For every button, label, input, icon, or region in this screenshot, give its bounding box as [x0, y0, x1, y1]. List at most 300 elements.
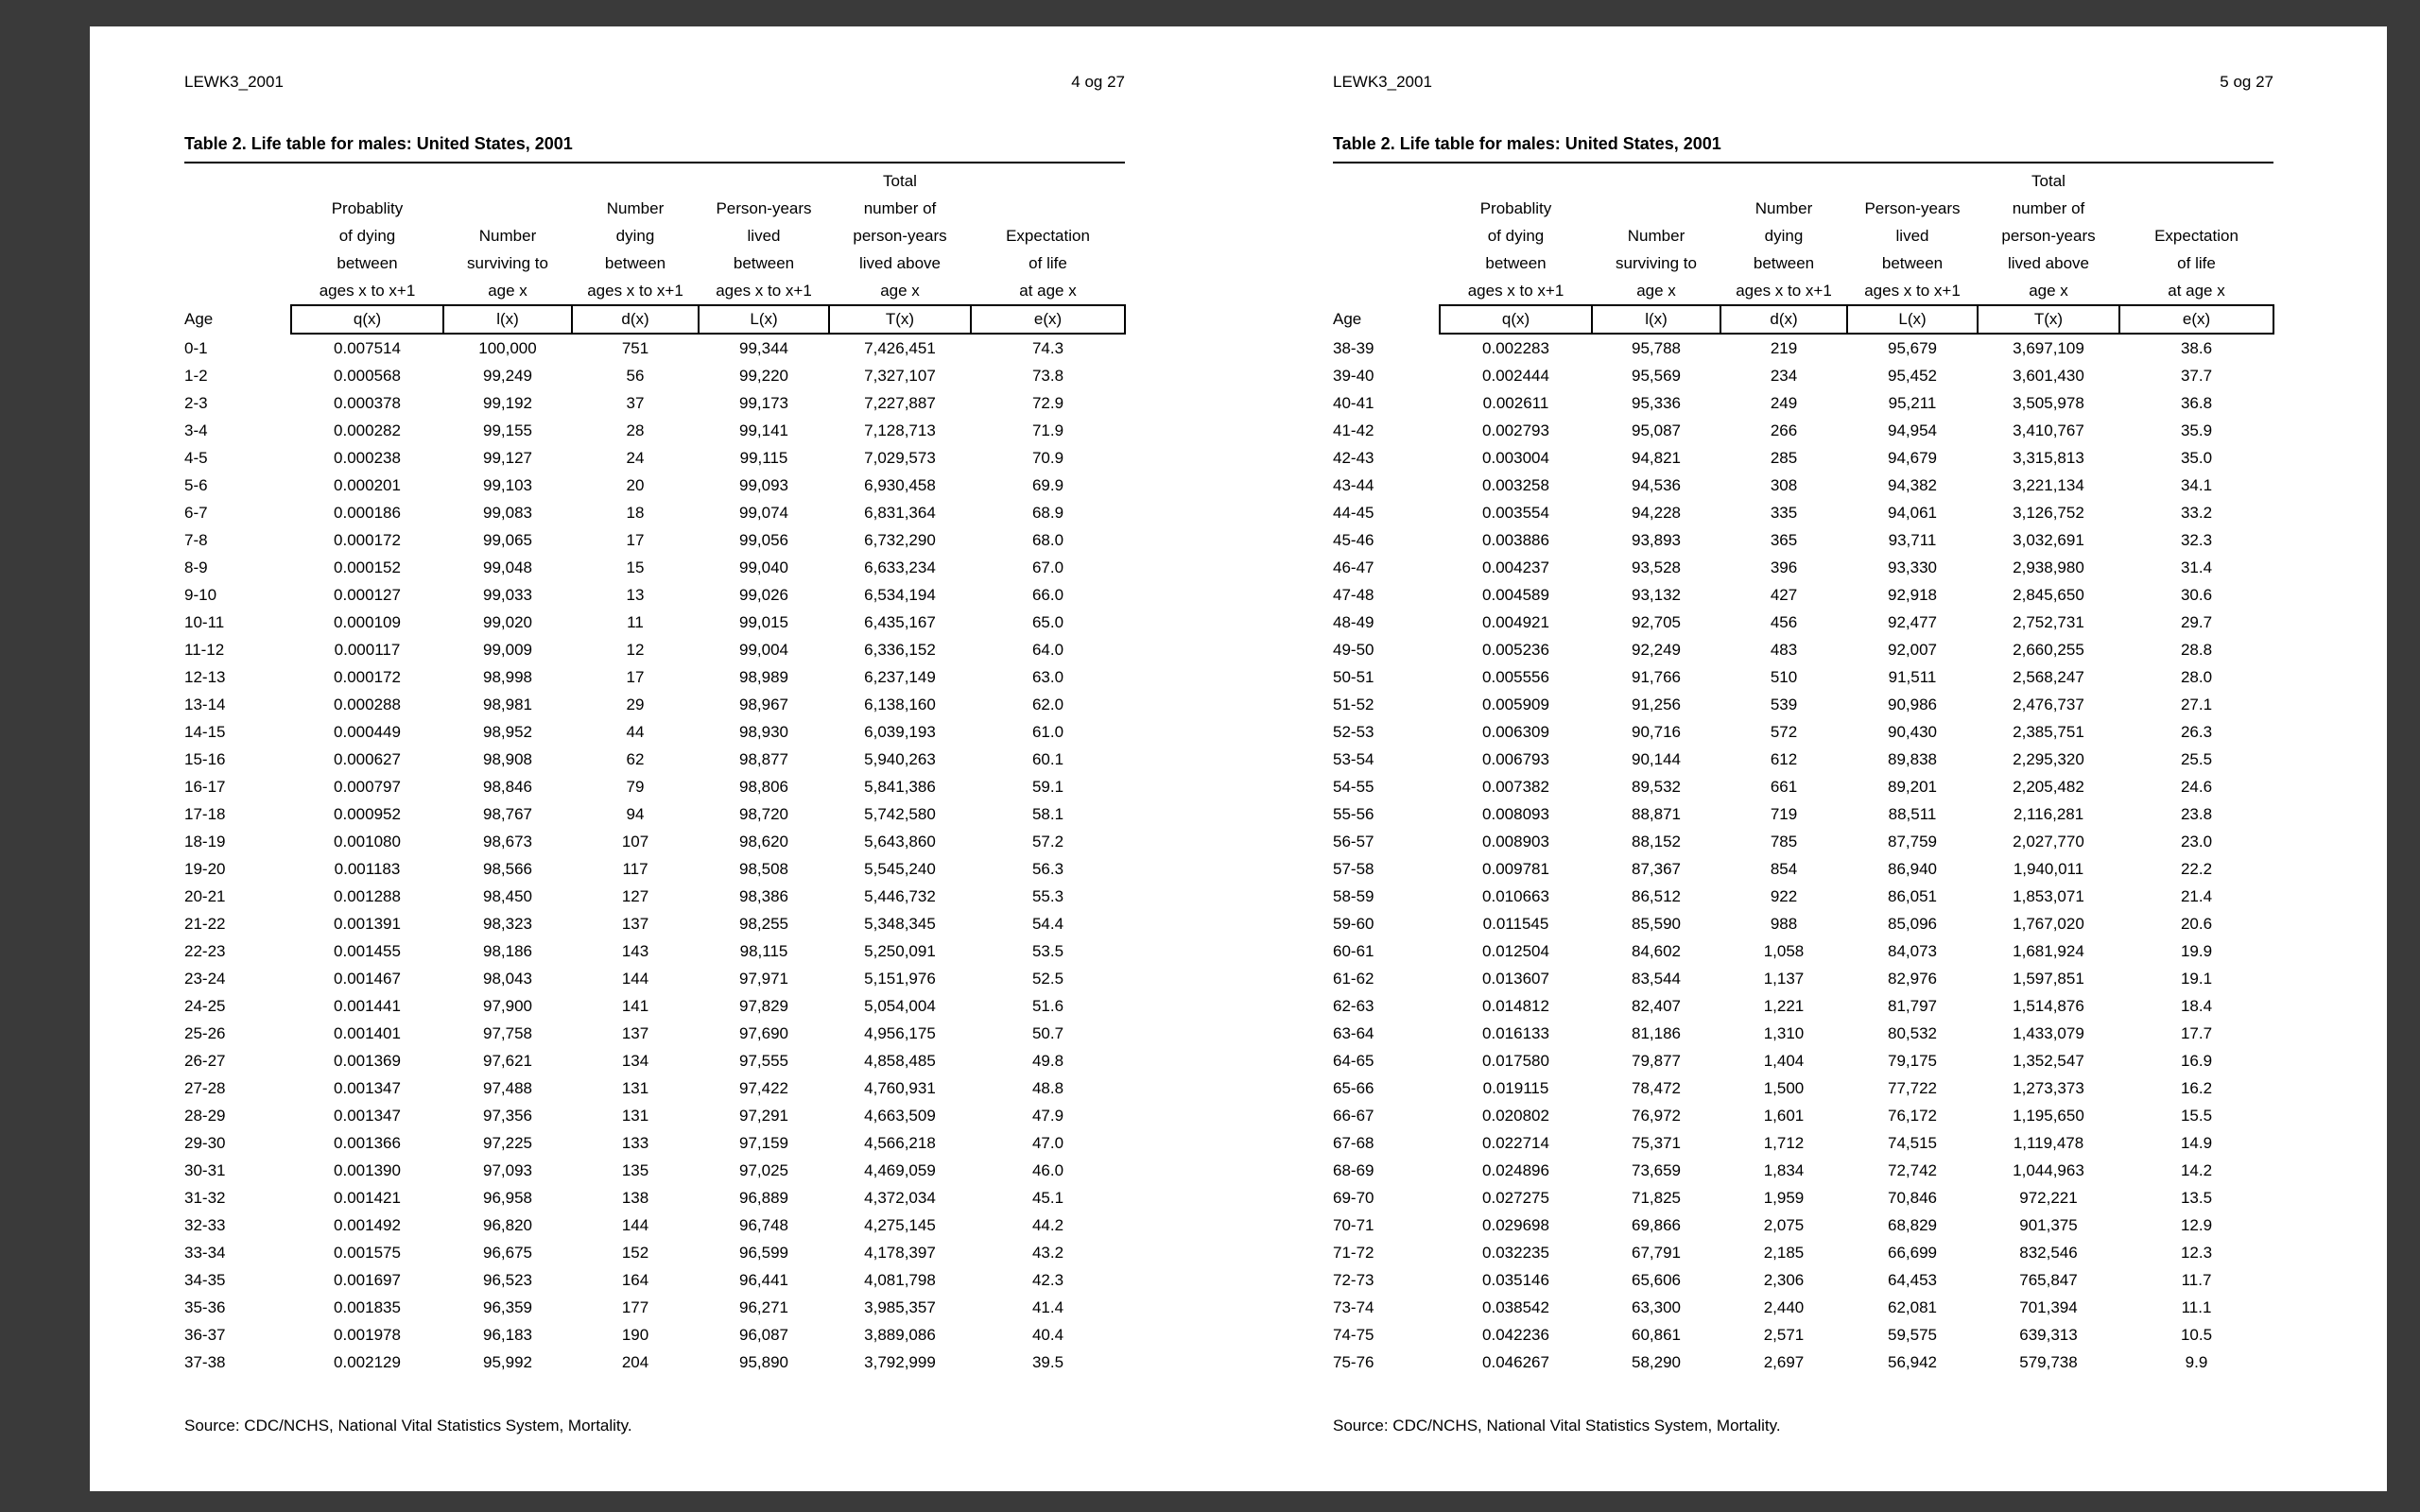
cell-qx: 0.002283	[1482, 339, 1549, 357]
cell-dx: 612	[1770, 750, 1798, 768]
cell-lx: 75,371	[1632, 1134, 1681, 1152]
column-headings-row	[184, 167, 1125, 305]
cell-Tx: 6,039,193	[864, 723, 936, 741]
cell-dx: 138	[621, 1189, 649, 1207]
life-table-row	[184, 828, 1125, 855]
cell-Lx: 86,051	[1888, 887, 1937, 905]
cell-lx: 93,893	[1632, 531, 1681, 549]
cell-ex: 36.8	[2180, 394, 2213, 412]
cell-qx: 0.000201	[334, 476, 401, 494]
cell-ex: 50.7	[1031, 1024, 1064, 1042]
cell-Tx: 1,352,547	[2013, 1052, 2084, 1070]
cell-Tx: 5,250,091	[864, 942, 936, 960]
cell-qx: 0.001347	[334, 1079, 401, 1097]
cell-Lx: 98,720	[739, 805, 788, 823]
life-table-row	[1333, 499, 2273, 526]
life-table-row	[184, 746, 1125, 773]
cell-age: 36-37	[184, 1326, 226, 1344]
cell-lx: 88,871	[1632, 805, 1681, 823]
cell-qx: 0.002611	[1482, 394, 1549, 412]
cell-Lx: 82,976	[1888, 970, 1937, 988]
cell-Tx: 3,697,109	[2013, 339, 2084, 357]
cell-ex: 16.9	[2180, 1052, 2213, 1070]
page-number: 4 og 27	[1071, 73, 1125, 91]
cell-ex: 16.2	[2180, 1079, 2213, 1097]
life-table-row	[1333, 1211, 2273, 1239]
cell-ex: 18.4	[2180, 997, 2213, 1015]
cell-qx: 0.032235	[1482, 1244, 1549, 1262]
cell-qx: 0.011545	[1482, 915, 1549, 933]
life-table-row	[1333, 1157, 2273, 1184]
cell-lx: 91,766	[1632, 668, 1681, 686]
cell-Tx: 6,435,167	[864, 613, 936, 631]
life-table-row	[1333, 1074, 2273, 1102]
cell-age: 31-32	[184, 1189, 226, 1207]
cell-Tx: 2,845,650	[2013, 586, 2084, 604]
page-header	[184, 72, 1125, 92]
life-table-row	[1333, 937, 2273, 965]
cell-Tx: 5,841,386	[864, 778, 936, 796]
cell-Tx: 3,792,999	[864, 1353, 936, 1371]
cell-dx: 539	[1770, 696, 1798, 713]
cell-age: 29-30	[184, 1134, 226, 1152]
cell-lx: 97,758	[483, 1024, 532, 1042]
cell-ex: 31.4	[2180, 558, 2213, 576]
cell-Tx: 1,119,478	[2013, 1134, 2084, 1152]
cell-age: 39-40	[1333, 367, 1374, 385]
cell-dx: 37	[626, 394, 645, 412]
cell-Tx: 5,348,345	[864, 915, 936, 933]
cell-lx: 97,900	[483, 997, 532, 1015]
life-table-row	[1333, 992, 2273, 1020]
life-table-row	[1333, 472, 2273, 499]
cell-dx: 152	[621, 1244, 649, 1262]
cell-ex: 52.5	[1031, 970, 1064, 988]
cell-ex: 12.3	[2180, 1244, 2213, 1262]
cell-age: 43-44	[1333, 476, 1374, 494]
age-column-label: Age	[184, 310, 214, 328]
cell-age: 13-14	[184, 696, 226, 713]
cell-qx: 0.046267	[1482, 1353, 1549, 1371]
cell-dx: 2,440	[1763, 1298, 1805, 1316]
cell-qx: 0.004589	[1482, 586, 1549, 604]
cell-Lx: 98,930	[739, 723, 788, 741]
cell-lx: 95,569	[1632, 367, 1681, 385]
cell-lx: 92,249	[1632, 641, 1681, 659]
cell-qx: 0.000797	[334, 778, 401, 796]
cell-dx: 17	[626, 531, 645, 549]
cell-age: 57-58	[1333, 860, 1374, 878]
cell-ex: 23.8	[2180, 805, 2213, 823]
column-heading-Tx: Total number of person-years lived above age x	[2001, 172, 2096, 300]
cell-ex: 68.9	[1031, 504, 1064, 522]
cell-dx: 2,697	[1763, 1353, 1805, 1371]
cell-ex: 32.3	[2180, 531, 2213, 549]
cell-dx: 1,137	[1763, 970, 1805, 988]
cell-age: 74-75	[1333, 1326, 1374, 1344]
cell-ex: 30.6	[2180, 586, 2213, 604]
column-symbol-Lx: L(x)	[1847, 305, 1978, 334]
cell-Tx: 765,847	[2019, 1271, 2078, 1289]
cell-Tx: 4,275,145	[864, 1216, 936, 1234]
cell-Lx: 99,141	[739, 421, 788, 439]
cell-age: 62-63	[1333, 997, 1374, 1015]
cell-qx: 0.001347	[334, 1107, 401, 1125]
life-table-row	[1333, 609, 2273, 636]
cell-age: 59-60	[1333, 915, 1374, 933]
cell-dx: 1,712	[1763, 1134, 1805, 1152]
column-heading-Lx: Person-years lived between ages x to x+1	[1864, 199, 1961, 300]
cell-qx: 0.003554	[1482, 504, 1549, 522]
cell-dx: 572	[1770, 723, 1798, 741]
cell-dx: 234	[1770, 367, 1798, 385]
document-sheet	[90, 26, 2387, 1491]
life-table-row	[1333, 1321, 2273, 1349]
cell-ex: 11.7	[2181, 1271, 2212, 1289]
life-table-row	[184, 362, 1125, 389]
cell-age: 28-29	[184, 1107, 226, 1125]
life-table-row	[184, 691, 1125, 718]
cell-dx: 62	[626, 750, 645, 768]
cell-ex: 53.5	[1031, 942, 1064, 960]
cell-lx: 83,544	[1632, 970, 1681, 988]
cell-Lx: 88,511	[1888, 805, 1937, 823]
cell-qx: 0.000127	[334, 586, 401, 604]
cell-qx: 0.000952	[334, 805, 401, 823]
cell-age: 71-72	[1333, 1244, 1374, 1262]
cell-Lx: 97,159	[739, 1134, 788, 1152]
source-note: Source: CDC/NCHS, National Vital Statistics System, Mortality.	[184, 1417, 632, 1435]
cell-dx: 785	[1770, 833, 1798, 850]
cell-Lx: 95,679	[1888, 339, 1937, 357]
cell-qx: 0.002444	[1482, 367, 1549, 385]
life-table-row	[184, 663, 1125, 691]
life-table-row	[184, 389, 1125, 417]
cell-Lx: 96,599	[739, 1244, 788, 1262]
cell-Tx: 2,660,255	[2013, 641, 2084, 659]
cell-ex: 26.3	[2180, 723, 2213, 741]
cell-lx: 98,186	[483, 942, 532, 960]
column-symbol-qx: q(x)	[291, 305, 443, 334]
cell-Lx: 91,511	[1888, 668, 1937, 686]
cell-Lx: 97,291	[739, 1107, 788, 1125]
cell-qx: 0.027275	[1482, 1189, 1549, 1207]
life-table-row	[184, 636, 1125, 663]
cell-Lx: 96,441	[739, 1271, 788, 1289]
cell-dx: 13	[626, 586, 645, 604]
cell-Tx: 7,128,713	[864, 421, 936, 439]
life-table-row	[184, 1349, 1125, 1376]
cell-ex: 19.9	[2180, 942, 2213, 960]
column-symbol-lx: l(x)	[1592, 305, 1720, 334]
cell-dx: 2,571	[1763, 1326, 1805, 1344]
column-symbol-Tx: T(x)	[829, 305, 971, 334]
cell-age: 56-57	[1333, 833, 1374, 850]
cell-lx: 97,621	[483, 1052, 532, 1070]
cell-Tx: 4,858,485	[864, 1052, 936, 1070]
cell-Tx: 7,426,451	[864, 339, 936, 357]
cell-dx: 1,404	[1763, 1052, 1805, 1070]
cell-ex: 49.8	[1031, 1052, 1064, 1070]
cell-dx: 1,500	[1763, 1079, 1805, 1097]
cell-lx: 92,705	[1632, 613, 1681, 631]
cell-lx: 95,788	[1632, 339, 1681, 357]
cell-qx: 0.000152	[334, 558, 401, 576]
life-table-row	[1333, 526, 2273, 554]
cell-dx: 12	[626, 641, 645, 659]
cell-dx: 144	[621, 1216, 649, 1234]
cell-Tx: 5,643,860	[864, 833, 936, 850]
column-symbol-dx: d(x)	[572, 305, 699, 334]
cell-Tx: 3,126,752	[2013, 504, 2084, 522]
cell-dx: 17	[626, 668, 645, 686]
cell-qx: 0.000627	[334, 750, 401, 768]
cell-age: 18-19	[184, 833, 226, 850]
cell-Lx: 95,211	[1888, 394, 1937, 412]
cell-Tx: 4,663,509	[864, 1107, 936, 1125]
cell-lx: 98,981	[483, 696, 532, 713]
cell-Lx: 99,344	[739, 339, 788, 357]
cell-ex: 56.3	[1031, 860, 1064, 878]
cell-ex: 39.5	[1031, 1353, 1064, 1371]
cell-lx: 96,359	[483, 1298, 532, 1316]
cell-lx: 76,972	[1632, 1107, 1681, 1125]
cell-ex: 71.9	[1031, 421, 1064, 439]
cell-age: 26-27	[184, 1052, 226, 1070]
life-table-row	[184, 992, 1125, 1020]
cell-lx: 99,249	[483, 367, 532, 385]
cell-Tx: 6,930,458	[864, 476, 936, 494]
cell-age: 15-16	[184, 750, 226, 768]
cell-qx: 0.001421	[334, 1189, 401, 1207]
cell-lx: 99,033	[483, 586, 532, 604]
life-table-row	[1333, 554, 2273, 581]
cell-Lx: 84,073	[1888, 942, 1937, 960]
cell-ex: 9.9	[2185, 1353, 2208, 1371]
life-table-row	[1333, 636, 2273, 663]
cell-qx: 0.000172	[334, 668, 401, 686]
cell-Lx: 77,722	[1888, 1079, 1937, 1097]
life-table-row	[1333, 444, 2273, 472]
cell-ex: 74.3	[1031, 339, 1064, 357]
cell-Tx: 639,313	[2019, 1326, 2078, 1344]
cell-lx: 95,992	[483, 1353, 532, 1371]
cell-Lx: 97,690	[739, 1024, 788, 1042]
cell-Lx: 90,430	[1888, 723, 1937, 741]
cell-qx: 0.009781	[1482, 860, 1549, 878]
cell-Lx: 97,555	[739, 1052, 788, 1070]
life-table-row	[1333, 362, 2273, 389]
cell-lx: 96,183	[483, 1326, 532, 1344]
life-table-row	[184, 417, 1125, 444]
life-table-row	[184, 910, 1125, 937]
cell-lx: 99,048	[483, 558, 532, 576]
cell-dx: 2,185	[1763, 1244, 1805, 1262]
cell-qx: 0.006309	[1482, 723, 1549, 741]
cell-age: 70-71	[1333, 1216, 1374, 1234]
cell-ex: 60.1	[1031, 750, 1064, 768]
cell-ex: 17.7	[2180, 1024, 2213, 1042]
cell-Tx: 6,138,160	[864, 696, 936, 713]
cell-lx: 99,065	[483, 531, 532, 549]
cell-Tx: 1,681,924	[2013, 942, 2084, 960]
cell-dx: 266	[1770, 421, 1798, 439]
cell-Lx: 66,699	[1888, 1244, 1937, 1262]
cell-ex: 55.3	[1031, 887, 1064, 905]
cell-Lx: 98,620	[739, 833, 788, 850]
cell-qx: 0.001697	[334, 1271, 401, 1289]
cell-Lx: 97,422	[739, 1079, 788, 1097]
page-header	[1333, 72, 2273, 92]
cell-Tx: 3,505,978	[2013, 394, 2084, 412]
cell-dx: 483	[1770, 641, 1798, 659]
cell-Tx: 4,566,218	[864, 1134, 936, 1152]
cell-ex: 69.9	[1031, 476, 1064, 494]
age-heading-spacer	[1333, 167, 1440, 305]
life-table-row	[1333, 1239, 2273, 1266]
cell-age: 34-35	[184, 1271, 226, 1289]
cell-Tx: 3,889,086	[864, 1326, 936, 1344]
life-table-row	[1333, 828, 2273, 855]
cell-age: 19-20	[184, 860, 226, 878]
cell-Tx: 4,081,798	[864, 1271, 936, 1289]
life-table-row	[1333, 1047, 2273, 1074]
cell-qx: 0.001455	[334, 942, 401, 960]
cell-Tx: 1,195,650	[2013, 1107, 2084, 1125]
cell-qx: 0.001391	[334, 915, 401, 933]
cell-age: 27-28	[184, 1079, 226, 1097]
cell-Tx: 1,940,011	[2013, 860, 2084, 878]
column-heading-lx: Number surviving to age x	[1616, 227, 1697, 300]
cell-age: 49-50	[1333, 641, 1374, 659]
cell-Lx: 98,989	[739, 668, 788, 686]
cell-Lx: 95,890	[739, 1353, 788, 1371]
cell-lx: 99,127	[483, 449, 532, 467]
cell-Lx: 89,201	[1888, 778, 1937, 796]
cell-age: 44-45	[1333, 504, 1374, 522]
column-heading-ex: Expectation of life at age x	[2154, 227, 2238, 300]
cell-lx: 94,821	[1632, 449, 1681, 467]
cell-dx: 285	[1770, 449, 1798, 467]
cell-age: 68-69	[1333, 1161, 1374, 1179]
cell-age: 1-2	[184, 367, 208, 385]
cell-qx: 0.000282	[334, 421, 401, 439]
column-symbols-row	[1333, 305, 2273, 334]
life-table-row	[184, 1294, 1125, 1321]
cell-Lx: 98,255	[739, 915, 788, 933]
cell-age: 6-7	[184, 504, 208, 522]
cell-Tx: 6,732,290	[864, 531, 936, 549]
cell-dx: 510	[1770, 668, 1798, 686]
life-table-row	[184, 1184, 1125, 1211]
cell-ex: 34.1	[2180, 476, 2213, 494]
cell-dx: 1,221	[1763, 997, 1805, 1015]
cell-Lx: 76,172	[1888, 1107, 1937, 1125]
cell-Lx: 93,330	[1888, 558, 1937, 576]
cell-Lx: 72,742	[1888, 1161, 1937, 1179]
cell-ex: 10.5	[2180, 1326, 2213, 1344]
cell-lx: 99,083	[483, 504, 532, 522]
life-table-row	[1333, 800, 2273, 828]
cell-dx: 135	[621, 1161, 649, 1179]
cell-Lx: 96,087	[739, 1326, 788, 1344]
cell-ex: 47.0	[1031, 1134, 1064, 1152]
cell-lx: 84,602	[1632, 942, 1681, 960]
cell-qx: 0.017580	[1482, 1052, 1549, 1070]
cell-ex: 45.1	[1031, 1189, 1064, 1207]
cell-ex: 61.0	[1031, 723, 1064, 741]
life-table-row	[184, 1239, 1125, 1266]
cell-Lx: 64,453	[1888, 1271, 1937, 1289]
column-symbol-ex: e(x)	[971, 305, 1125, 334]
cell-dx: 249	[1770, 394, 1798, 412]
cell-Lx: 56,942	[1888, 1353, 1937, 1371]
column-symbol-lx: l(x)	[443, 305, 572, 334]
cell-lx: 99,020	[483, 613, 532, 631]
cell-lx: 67,791	[1632, 1244, 1681, 1262]
cell-qx: 0.000288	[334, 696, 401, 713]
life-table-row	[1333, 1184, 2273, 1211]
cell-dx: 1,959	[1763, 1189, 1805, 1207]
cell-dx: 190	[621, 1326, 649, 1344]
cell-ex: 23.0	[2180, 833, 2213, 850]
life-table-row	[184, 1074, 1125, 1102]
cell-ex: 42.3	[1031, 1271, 1064, 1289]
cell-Tx: 4,372,034	[864, 1189, 936, 1207]
cell-Lx: 96,271	[739, 1298, 788, 1316]
life-table-row	[184, 1102, 1125, 1129]
cell-qx: 0.006793	[1482, 750, 1549, 768]
cell-Lx: 97,025	[739, 1161, 788, 1179]
document-id: LEWK3_2001	[1333, 73, 1432, 91]
cell-lx: 96,958	[483, 1189, 532, 1207]
cell-Lx: 99,004	[739, 641, 788, 659]
cell-dx: 144	[621, 970, 649, 988]
cell-qx: 0.001575	[334, 1244, 401, 1262]
cell-qx: 0.008093	[1482, 805, 1549, 823]
cell-age: 53-54	[1333, 750, 1374, 768]
cell-Tx: 1,433,079	[2013, 1024, 2084, 1042]
cell-Tx: 6,831,364	[864, 504, 936, 522]
cell-dx: 177	[621, 1298, 649, 1316]
cell-age: 10-11	[184, 613, 225, 631]
cell-Tx: 4,956,175	[864, 1024, 936, 1042]
cell-lx: 88,152	[1632, 833, 1681, 850]
cell-age: 75-76	[1333, 1353, 1374, 1371]
cell-ex: 25.5	[2180, 750, 2213, 768]
cell-Lx: 99,074	[739, 504, 788, 522]
cell-Lx: 81,797	[1888, 997, 1937, 1015]
column-symbols-row	[184, 305, 1125, 334]
cell-Lx: 95,452	[1888, 367, 1937, 385]
cell-dx: 1,310	[1763, 1024, 1805, 1042]
cell-dx: 133	[621, 1134, 649, 1152]
life-table-row	[184, 1211, 1125, 1239]
cell-dx: 988	[1770, 915, 1798, 933]
cell-age: 5-6	[184, 476, 208, 494]
cell-ex: 19.1	[2180, 970, 2213, 988]
cell-age: 63-64	[1333, 1024, 1374, 1042]
cell-age: 30-31	[184, 1161, 226, 1179]
cell-age: 9-10	[184, 586, 217, 604]
cell-dx: 134	[621, 1052, 649, 1070]
cell-age: 33-34	[184, 1244, 226, 1262]
document-page-left	[90, 26, 1238, 1491]
cell-age: 61-62	[1333, 970, 1374, 988]
cell-lx: 97,225	[483, 1134, 532, 1152]
cell-qx: 0.001401	[334, 1024, 401, 1042]
cell-Lx: 96,748	[739, 1216, 788, 1234]
